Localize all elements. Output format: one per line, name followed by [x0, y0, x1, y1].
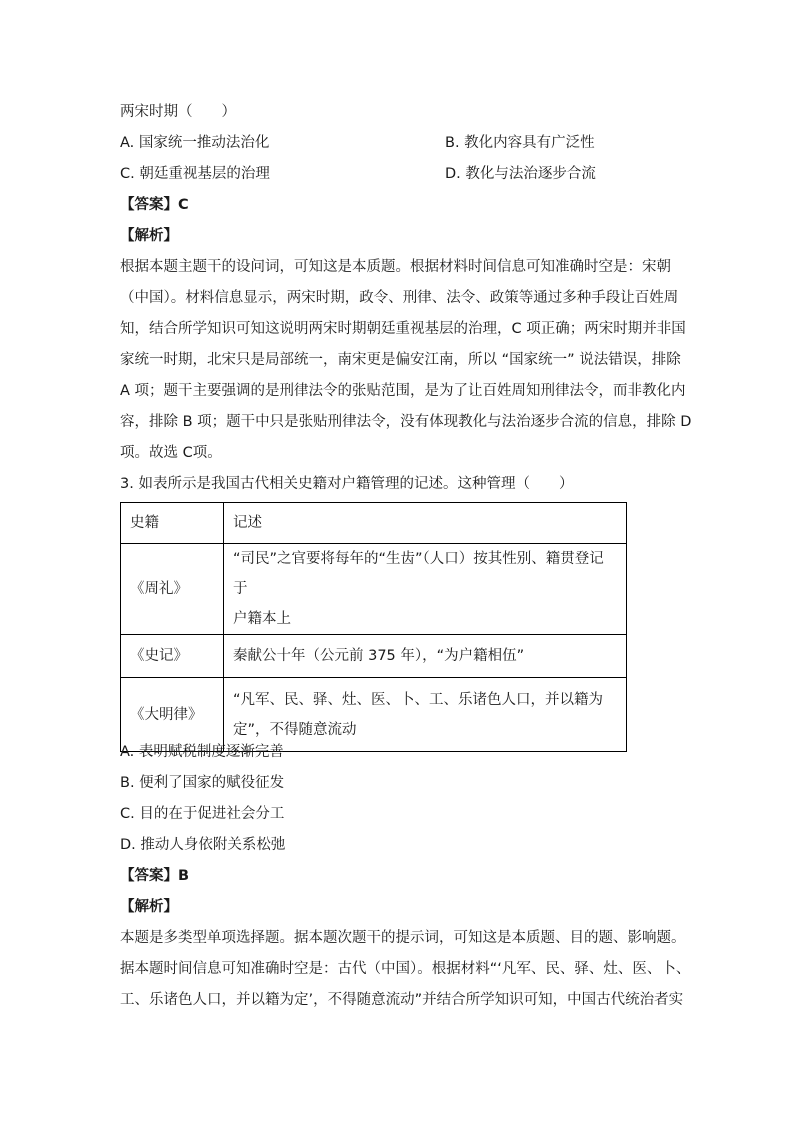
q3-analysis-line: 据本题时间信息可知准确时空是：古代（中国）。根据材料“‘凡军、民、驿、灶、医、卜、: [120, 961, 691, 977]
q2-analysis-line: （中国）。材料信息显示，两宋时期，政令、刑律、法令、政策等通过多种手段让百姓周: [120, 290, 679, 306]
q2-analysis-line: 容，排除 B 项；题干中只是张贴刑律法令，没有体现教化与法治逐步合流的信息，排除 D: [120, 414, 692, 430]
q2-analysis-heading: 【解析】: [120, 228, 178, 244]
record-text-line: “司民”之官要将每年的“生齿”（人口）按其性别、籍贯登记于: [233, 551, 604, 597]
table-cell-book: 《史记》: [121, 635, 224, 678]
table-header-book: 史籍: [121, 503, 224, 544]
record-text-line: 户籍本上: [233, 611, 291, 627]
table-header-row: [121, 503, 627, 544]
history-records-table: [120, 502, 627, 752]
table-cell-record: [224, 544, 627, 635]
q2-option-d: D. 教化与法治逐步合流: [445, 166, 596, 182]
q2-analysis-line: 家统一时期，北宋只是局部统一，南宋更是偏安江南，所以 “国家统一” 说法错误，排除: [120, 352, 681, 368]
record-text-line: 定”，不得随意流动: [233, 721, 357, 738]
table-cell-book: 《大明律》: [121, 678, 224, 752]
q2-analysis-line: 项。故选 C项。: [120, 445, 222, 461]
q3-analysis-line: 本题是多类型单项选择题。据本题次题干的提示词，可知这是本质题、目的题、影响题。: [120, 930, 686, 946]
q2-analysis-line: 根据本题主题干的设问词，可知这是本质题。根据材料时间信息可知准确时空是：宋朝: [120, 259, 671, 275]
table-cell-book: 《周礼》: [121, 544, 224, 635]
q3-stem: 3. 如表所示是我国古代相关史籍对户籍管理的记述。这种管理（ ）: [120, 476, 574, 492]
q2-analysis-line: 知，结合所学知识可知这说明两宋时期朝廷重视基层的治理，C 项正确；两宋时期并非国: [120, 321, 686, 337]
q3-analysis-heading: 【解析】: [120, 899, 178, 915]
table-row: [121, 635, 627, 678]
table-cell-record: [224, 678, 627, 752]
table-header-record: 记述: [224, 503, 627, 544]
q2-option-c: C. 朝廷重视基层的治理: [120, 166, 270, 182]
record-text-line: “凡军、民、驿、灶、医、卜、工、乐诸色人口，并以籍为: [233, 691, 604, 708]
q3-option-d: D. 推动人身依附关系松弛: [120, 837, 286, 853]
q2-answer: 【答案】C: [120, 197, 189, 213]
record-text-line: 秦献公十年（公元前 375 年），“为户籍相伍”: [233, 648, 525, 664]
q2-analysis-line: A 项；题干主要强调的是刑律法令的张贴范围，是为了让百姓周知刑律法令，而非教化内: [120, 383, 686, 399]
q2-option-b: B. 教化内容具有广泛性: [445, 135, 595, 151]
q3-option-c: C. 目的在于促进社会分工: [120, 806, 285, 822]
table-row: [121, 678, 627, 752]
q2-stem-tail: 两宋时期（ ）: [120, 104, 236, 120]
table-cell-record: [224, 635, 627, 678]
q3-option-a: A. 表明赋税制度逐渐完善: [120, 744, 284, 760]
q2-option-a: A. 国家统一推动法治化: [120, 135, 270, 151]
q3-answer: 【答案】B: [120, 868, 190, 884]
q3-analysis-line: 工、乐诸色人口，并以籍为定’，不得随意流动”并结合所学知识可知，中国古代统治者实: [120, 992, 684, 1008]
table-row: [121, 544, 627, 635]
q3-option-b: B. 便利了国家的赋役征发: [120, 775, 285, 791]
